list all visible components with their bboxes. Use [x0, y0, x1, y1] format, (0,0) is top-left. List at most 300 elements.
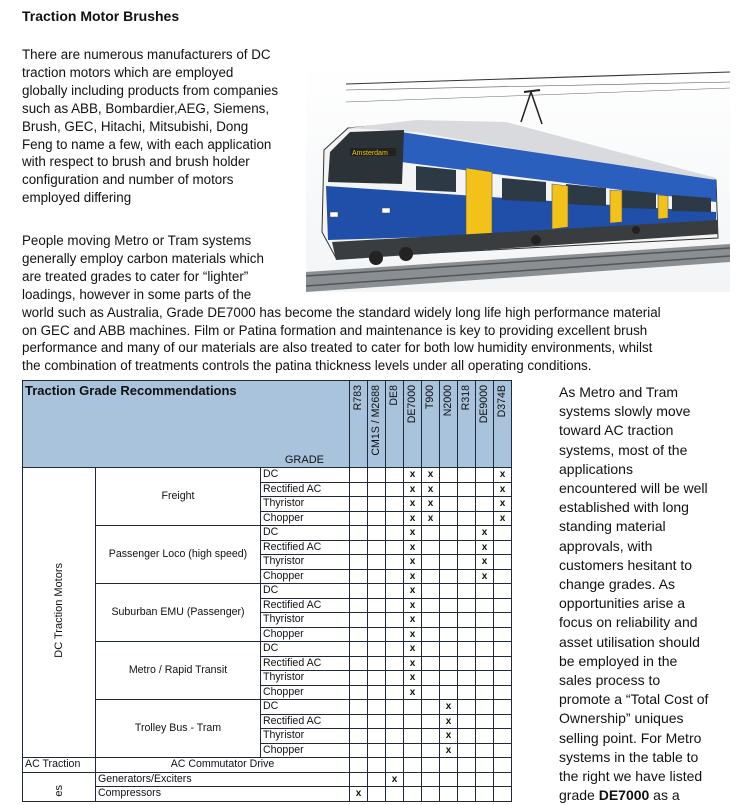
grade-cell [494, 569, 512, 584]
grade-cell [494, 685, 512, 700]
text-line: generally employ carbon materials which [22, 250, 264, 266]
grade-cell [350, 642, 368, 657]
grade-cell [368, 482, 386, 497]
aux-group [23, 772, 96, 801]
supply-mode: DC [261, 584, 350, 599]
grade-label: DE7000 [406, 385, 418, 424]
grade-cell [422, 671, 440, 686]
grade-mark: x [476, 540, 494, 555]
text-line: approvals, with [559, 537, 653, 554]
grade-cell [440, 598, 458, 613]
grade-column-header [422, 381, 440, 468]
grade-cell [386, 555, 404, 570]
grade-cell [386, 685, 404, 700]
grade-label: T900 [424, 385, 436, 410]
grade-cell [440, 569, 458, 584]
text-line: customers hesitant to [559, 556, 693, 573]
grade-cell [368, 671, 386, 686]
train-image [306, 62, 730, 292]
grade-cell [458, 758, 476, 773]
grade-cell [422, 584, 440, 599]
grade-cell [386, 729, 404, 744]
table-row [23, 772, 512, 787]
grade-cell [368, 497, 386, 512]
grade-label: R783 [352, 385, 364, 411]
grade-cell [440, 642, 458, 657]
text-line: traction motors which are employed [22, 64, 234, 80]
text-line: the right we have listed [559, 768, 703, 785]
ac-traction-label: AC Traction [23, 758, 96, 773]
grade-cell [368, 743, 386, 758]
grade-cell [422, 787, 440, 802]
grade-cell [458, 569, 476, 584]
text-line: loadings, however in some parts of the [22, 286, 252, 302]
application-name: Passenger Loco (high speed) [96, 526, 261, 584]
grade-cell [368, 642, 386, 657]
grade-cell [494, 555, 512, 570]
grade-cell [422, 526, 440, 541]
grade-cell [386, 671, 404, 686]
text-line: toward AC traction [559, 422, 674, 439]
grade-highlight: DE7000 [598, 787, 650, 804]
application-name: Metro / Rapid Transit [96, 642, 261, 700]
supply-mode: Chopper [261, 685, 350, 700]
grade-cell [422, 656, 440, 671]
text-line: change grades. As [559, 576, 675, 593]
grade-mark: x [476, 569, 494, 584]
grade-cell [476, 497, 494, 512]
grade-cell [368, 569, 386, 584]
grade-cell [494, 714, 512, 729]
grade-cell [368, 468, 386, 483]
text-line: promote a “Total Cost of [559, 691, 709, 708]
grade-cell [494, 729, 512, 744]
text-line: systems slowly move [559, 403, 691, 420]
grade-cell [494, 540, 512, 555]
supply-mode: Rectified AC [261, 656, 350, 671]
supply-mode: Rectified AC [261, 598, 350, 613]
grade-cell [476, 482, 494, 497]
text-line: As Metro and Tram [559, 384, 679, 400]
grade-cell [458, 511, 476, 526]
text-line: standing material [559, 518, 666, 535]
aux-application: Generators/Exciters [96, 772, 350, 787]
grade-cell [422, 555, 440, 570]
grade-cell [368, 656, 386, 671]
grade-cell [350, 743, 368, 758]
supply-mode: Thyristor [261, 555, 350, 570]
grade-mark: x [422, 511, 440, 526]
grade-cell [440, 482, 458, 497]
grade-cell [440, 685, 458, 700]
grade-mark: x [404, 627, 422, 642]
supply-mode: Chopper [261, 743, 350, 758]
grade-mark: x [350, 787, 368, 802]
grade-mark: x [440, 729, 458, 744]
grade-cell [494, 584, 512, 599]
grade-mark: x [404, 482, 422, 497]
grade-cell [494, 598, 512, 613]
grade-cell [422, 714, 440, 729]
text-line: selling point. For Metro [559, 729, 702, 746]
text-line: Ownership” uniques [559, 710, 684, 727]
grade-table [22, 380, 512, 802]
grade-cell [440, 772, 458, 787]
grade-cell [476, 584, 494, 599]
grade-cell [476, 613, 494, 628]
text-line: focus on reliability and [559, 614, 698, 631]
supply-mode: Thyristor [261, 613, 350, 628]
grade-cell [440, 526, 458, 541]
grade-cell [458, 598, 476, 613]
grade-cell [476, 685, 494, 700]
grade-column-header [350, 381, 368, 468]
grade-cell [458, 627, 476, 642]
grade-cell [494, 526, 512, 541]
grade-cell [404, 787, 422, 802]
grade-cell [422, 729, 440, 744]
grade-mark: x [422, 497, 440, 512]
grade-cell [386, 511, 404, 526]
supply-mode: Thyristor [261, 729, 350, 744]
grade-cell [350, 700, 368, 715]
grade-cell [440, 671, 458, 686]
group-label: DC Traction Motors [52, 563, 65, 658]
grade-mark: x [476, 555, 494, 570]
grade-column-header [368, 381, 386, 468]
grade-cell [458, 540, 476, 555]
table-row [23, 584, 512, 599]
grade-cell [386, 613, 404, 628]
text-line: employed differing [22, 190, 132, 206]
text-line: grade DE7000 as a [559, 787, 680, 804]
grade-cell [386, 468, 404, 483]
text-line: are treated grades to cater for “lighter” [22, 268, 249, 284]
grade-label: N2000 [442, 385, 454, 417]
grade-cell [494, 642, 512, 657]
grade-cell [476, 700, 494, 715]
grade-cell [494, 772, 512, 787]
grade-label: D374B [496, 385, 508, 418]
text-line: world such as Australia, Grade DE7000 has become the standard widely long life high performance material [22, 304, 661, 320]
grade-cell [458, 685, 476, 700]
grade-cell [476, 743, 494, 758]
grade-label: DE8 [388, 385, 400, 406]
grade-cell [476, 671, 494, 686]
grade-cell [476, 642, 494, 657]
grade-cell [440, 468, 458, 483]
grade-mark: x [404, 511, 422, 526]
grade-cell [350, 758, 368, 773]
grade-cell [476, 598, 494, 613]
grade-mark: x [494, 468, 512, 483]
grade-cell [350, 482, 368, 497]
grade-cell [350, 468, 368, 483]
grade-cell [350, 497, 368, 512]
grade-cell [458, 497, 476, 512]
grade-mark: x [422, 468, 440, 483]
grade-cell [458, 482, 476, 497]
grade-cell [422, 642, 440, 657]
grade-mark: x [404, 598, 422, 613]
grade-mark: x [404, 685, 422, 700]
supply-mode: DC [261, 468, 350, 483]
grade-cell [404, 758, 422, 773]
grade-cell [440, 758, 458, 773]
grade-cell [350, 627, 368, 642]
grade-cell [386, 642, 404, 657]
grade-cell [458, 772, 476, 787]
grade-cell [350, 555, 368, 570]
grade-cell [386, 656, 404, 671]
text-line: globally including products from companies [22, 82, 279, 98]
page-title: Traction Motor Brushes [22, 8, 180, 24]
grade-cell [494, 787, 512, 802]
grade-cell [368, 758, 386, 773]
grade-cell [440, 787, 458, 802]
aux-application: Compressors [96, 787, 350, 802]
grade-mark: x [404, 671, 422, 686]
grade-cell [476, 714, 494, 729]
supply-mode: DC [261, 642, 350, 657]
table-row [23, 642, 512, 657]
grade-column-header [440, 381, 458, 468]
grade-cell [422, 540, 440, 555]
supply-mode: Chopper [261, 511, 350, 526]
grade-cell [368, 700, 386, 715]
grade-cell [422, 613, 440, 628]
text-line: with respect to brush and brush holder [22, 154, 250, 170]
grade-cell [440, 540, 458, 555]
grade-mark: x [494, 511, 512, 526]
grade-cell [458, 613, 476, 628]
grade-cell [494, 671, 512, 686]
grade-cell [350, 569, 368, 584]
text-line: sales process to [559, 672, 661, 689]
grade-cell [404, 714, 422, 729]
side-column-text [559, 383, 737, 805]
grade-cell [476, 627, 494, 642]
ac-drive-label: AC Commutator Drive [96, 758, 350, 773]
grade-cell [422, 598, 440, 613]
text-line: established with long [559, 499, 689, 516]
grade-cell [494, 743, 512, 758]
grade-cell [386, 787, 404, 802]
grade-mark: x [404, 569, 422, 584]
grade-cell [386, 569, 404, 584]
table-row [23, 526, 512, 541]
grade-label-cell: GRADE [23, 432, 350, 467]
grade-cell [404, 772, 422, 787]
text-line: systems in the table to [559, 748, 699, 765]
grade-cell [368, 511, 386, 526]
grade-cell [350, 714, 368, 729]
grade-cell [440, 613, 458, 628]
grade-cell [422, 569, 440, 584]
grade-cell [350, 584, 368, 599]
grade-cell [476, 758, 494, 773]
grade-cell [422, 700, 440, 715]
text-line: There are numerous manufacturers of DC [22, 47, 271, 62]
grade-cell [458, 584, 476, 599]
grade-cell [350, 598, 368, 613]
grade-mark: x [386, 772, 404, 787]
grade-label: CM1S / M2688 [370, 385, 382, 456]
grade-cell [422, 685, 440, 700]
grade-cell [458, 642, 476, 657]
grade-cell [494, 758, 512, 773]
grade-mark: x [404, 540, 422, 555]
grade-cell [440, 656, 458, 671]
grade-cell [458, 656, 476, 671]
grade-cell [350, 729, 368, 744]
grade-label: DE9000 [478, 385, 490, 424]
application-name: Trolley Bus - Tram [96, 700, 261, 758]
grade-cell [458, 526, 476, 541]
grade-cell [386, 700, 404, 715]
grade-cell [386, 714, 404, 729]
text-line: be employed in the [559, 652, 678, 669]
application-name: Freight [96, 468, 261, 526]
grade-mark: x [440, 743, 458, 758]
group-label: es [52, 784, 65, 797]
grade-cell [386, 584, 404, 599]
grade-cell [458, 468, 476, 483]
grade-mark: x [476, 526, 494, 541]
grade-mark: x [494, 482, 512, 497]
supply-mode: Thyristor [261, 671, 350, 686]
grade-cell [440, 584, 458, 599]
text-line: performance and many of our materials are also treated to cater for both low humidity environments, whilst [22, 340, 653, 356]
grade-column-header [404, 381, 422, 468]
grade-cell [440, 497, 458, 512]
grade-cell [350, 613, 368, 628]
text-line: configuration and number of motors [22, 172, 234, 188]
grade-cell [458, 743, 476, 758]
text-line: such as ABB, Bombardier,AEG, Siemens, [22, 100, 270, 116]
grade-cell [476, 511, 494, 526]
supply-mode: Thyristor [261, 497, 350, 512]
grade-cell [458, 555, 476, 570]
grade-cell [476, 787, 494, 802]
grade-cell [458, 729, 476, 744]
text-line: encountered will be well [559, 480, 708, 497]
grade-mark: x [422, 482, 440, 497]
supply-mode: Rectified AC [261, 714, 350, 729]
grade-cell [368, 598, 386, 613]
grade-cell [368, 526, 386, 541]
grade-cell [494, 613, 512, 628]
text-line: applications [559, 460, 633, 477]
grade-cell [440, 555, 458, 570]
grade-cell [350, 656, 368, 671]
grade-mark: x [404, 555, 422, 570]
text-line: on GEC and ABB machines. Film or Patina formation and maintenance is key to providing excellent brush [22, 322, 648, 338]
grade-cell [350, 772, 368, 787]
grade-cell [368, 685, 386, 700]
grade-cell [404, 729, 422, 744]
grade-mark: x [404, 468, 422, 483]
grade-cell [422, 743, 440, 758]
table-row [23, 758, 512, 773]
text-line: the combination of treatments controls the patina thickness levels under all operating conditions. [22, 358, 592, 374]
supply-mode: Chopper [261, 627, 350, 642]
destination-sign: Amsterdam [352, 150, 388, 157]
grade-cell [476, 772, 494, 787]
text-line: asset utilisation should [559, 633, 700, 650]
grade-column-header [476, 381, 494, 468]
grade-cell [368, 555, 386, 570]
grade-mark: x [404, 526, 422, 541]
supply-mode: Rectified AC [261, 540, 350, 555]
supply-mode: Rectified AC [261, 482, 350, 497]
grade-cell [350, 671, 368, 686]
supply-mode: DC [261, 526, 350, 541]
grade-cell [386, 627, 404, 642]
grade-cell [386, 598, 404, 613]
grade-cell [494, 656, 512, 671]
grade-mark: x [494, 497, 512, 512]
grade-column-header [494, 381, 512, 468]
grade-cell [404, 700, 422, 715]
text-line: systems, most of the [559, 441, 688, 458]
grade-cell [494, 700, 512, 715]
intro-paragraph [22, 46, 278, 207]
grade-cell [368, 613, 386, 628]
grade-mark: x [404, 497, 422, 512]
grade-cell [422, 772, 440, 787]
grade-cell [494, 627, 512, 642]
dc-traction-group [23, 468, 96, 758]
application-name: Suburban EMU (Passenger) [96, 584, 261, 642]
grade-cell [386, 497, 404, 512]
grade-cell [458, 714, 476, 729]
grade-mark: x [404, 642, 422, 657]
grade-cell [350, 540, 368, 555]
grade-cell [386, 526, 404, 541]
grade-label: R318 [460, 385, 472, 411]
grade-cell [368, 584, 386, 599]
grade-mark: x [404, 584, 422, 599]
grade-mark: x [404, 613, 422, 628]
grade-cell [350, 511, 368, 526]
grade-cell [386, 540, 404, 555]
grade-mark: x [440, 700, 458, 715]
grade-cell [386, 743, 404, 758]
grade-cell [368, 787, 386, 802]
text-line: opportunities arise a [559, 595, 686, 612]
supply-mode: DC [261, 700, 350, 715]
grade-cell [440, 511, 458, 526]
grade-cell [386, 758, 404, 773]
table-row [23, 468, 512, 483]
grade-cell [350, 526, 368, 541]
grade-mark: x [404, 656, 422, 671]
grade-cell [458, 671, 476, 686]
grade-cell [458, 787, 476, 802]
table-title: Traction Grade Recommendations [23, 381, 350, 433]
grade-mark: x [440, 714, 458, 729]
grade-cell [368, 714, 386, 729]
grade-cell [404, 743, 422, 758]
grade-cell [476, 468, 494, 483]
table-row [23, 700, 512, 715]
grade-cell [440, 627, 458, 642]
grade-cell [368, 772, 386, 787]
grade-cell [422, 627, 440, 642]
text-line: Brush, GEC, Hitachi, Mitsubishi, Dong [22, 118, 249, 134]
grade-cell [368, 540, 386, 555]
